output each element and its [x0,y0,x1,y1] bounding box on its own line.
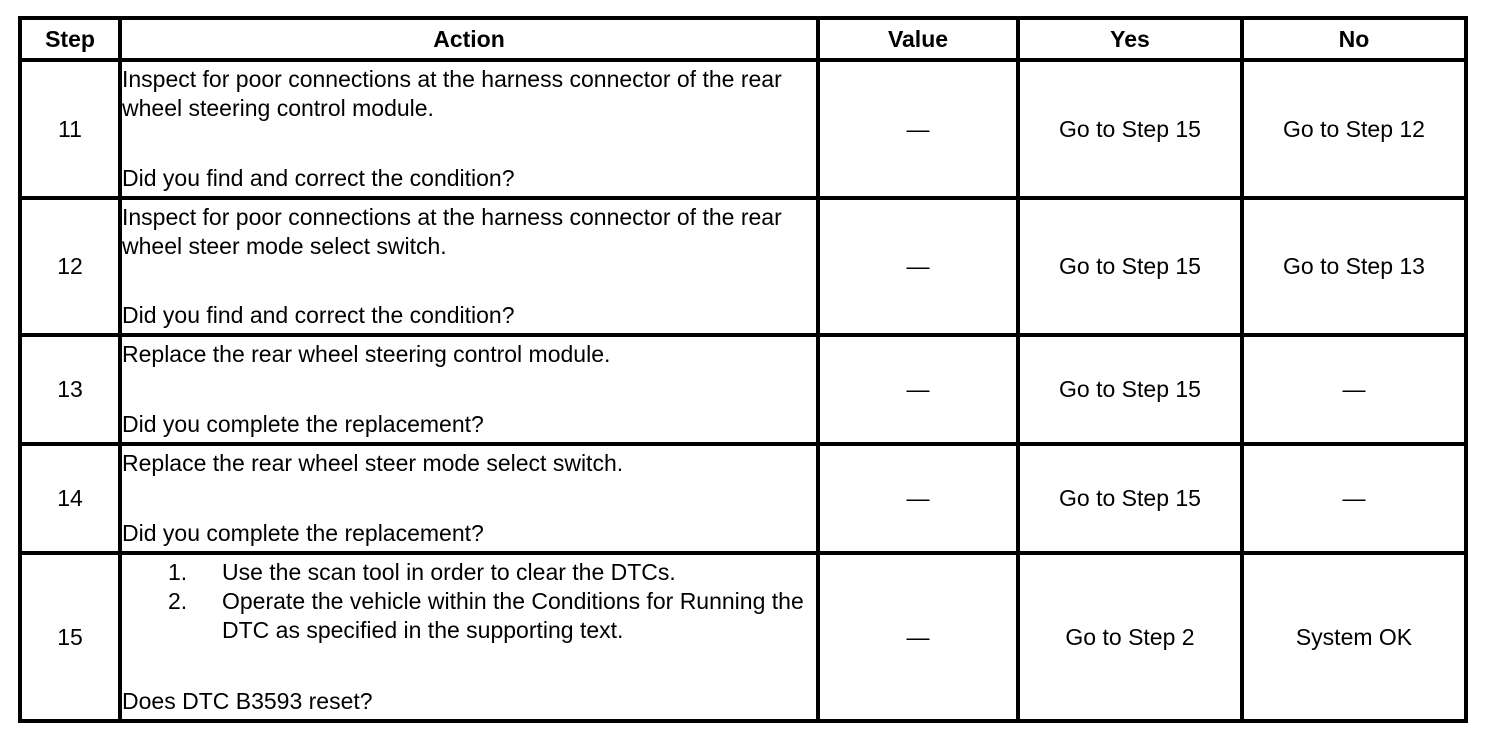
yes-link[interactable]: Go to Step 15 [1018,444,1242,553]
step-number: 15 [20,553,120,721]
value-cell: — [818,553,1018,721]
action-cell [120,60,818,198]
no-link[interactable]: Go to Step 12 [1242,60,1466,198]
value-cell: — [818,60,1018,198]
action-cell [120,198,818,335]
step-number: 12 [20,198,120,335]
question-text: Does DTC B3593 reset? [122,688,373,714]
list-item-text: Operate the vehicle within the Conditions for Running the DTC as specified in the supporting text. [222,588,804,643]
table-row [20,198,1466,335]
yes-link[interactable]: Go to Step 15 [1018,60,1242,198]
action-text: Replace the rear wheel steering control module. [122,341,611,367]
question-text: Did you find and correct the condition? [122,165,515,191]
list-item [168,587,816,645]
header-no: No [1242,18,1466,60]
table-row [20,444,1466,553]
action-text: Inspect for poor connections at the harness connector of the rear wheel steering control module. [122,66,782,121]
header-value: Value [818,18,1018,60]
table-row [20,553,1466,721]
list-item [168,558,816,587]
table-row [20,60,1466,198]
header-step: Step [20,18,120,60]
question-text: Did you complete the replacement? [122,520,484,546]
action-cell [120,444,818,553]
header-yes: Yes [1018,18,1242,60]
yes-link[interactable]: Go to Step 15 [1018,198,1242,335]
no-link[interactable]: Go to Step 13 [1242,198,1466,335]
instruction-list [122,558,816,645]
step-number: 13 [20,335,120,444]
table-row [20,335,1466,444]
list-item-text: Use the scan tool in order to clear the DTCs. [222,559,676,585]
no-value: — [1242,444,1466,553]
list-item-number: 1. [168,559,188,585]
yes-link[interactable]: Go to Step 15 [1018,335,1242,444]
value-cell: — [818,335,1018,444]
no-value: — [1242,335,1466,444]
diagnostic-table [18,16,1468,723]
header-row [20,18,1466,60]
list-item-number: 2. [168,588,188,614]
action-text: Replace the rear wheel steer mode select switch. [122,450,624,476]
value-cell: — [818,198,1018,335]
action-text: Inspect for poor connections at the harness connector of the rear wheel steer mode select switch. [122,204,782,259]
value-cell: — [818,444,1018,553]
step-number: 11 [20,60,120,198]
header-action: Action [120,18,818,60]
action-cell [120,553,818,721]
question-text: Did you complete the replacement? [122,411,484,437]
no-value: System OK [1242,553,1466,721]
question-text: Did you find and correct the condition? [122,302,515,328]
action-cell [120,335,818,444]
yes-link[interactable]: Go to Step 2 [1018,553,1242,721]
step-number: 14 [20,444,120,553]
